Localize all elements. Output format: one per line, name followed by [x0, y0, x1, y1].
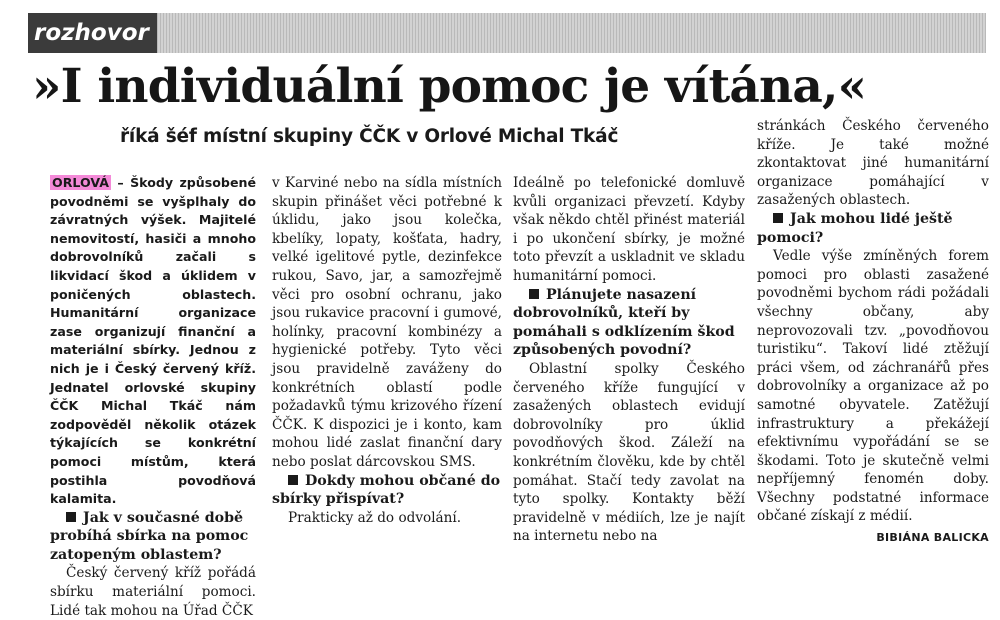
answer-2-part-2: Ideálně po telefonické domluvě kvůli organizaci převzetí. Kdyby však někdo chtěl přinést materiál i po ukončení sbírky, je možné toto převzít a uskladnit ve skladu humanitární pomoci. [513, 175, 745, 284]
question-3: Plánujete nasazení dobrovolníků, kteří by pomáhali s odklízením škod způsobených povodní? [513, 286, 735, 359]
square-bullet-icon [66, 512, 76, 522]
answer-3-part-1: Oblastní spolky Českého červeného kříže fungující v zasažených oblastech evidují dobrovolníky pro úklid povodňových škod. Záleží na konkrétním člověku, kde by chtěl pomáhat. Stačí tedy zavolat na tyto spolky. Kontakty běží pravidelně v médiích, lze je najít na internetu nebo na [513, 360, 745, 545]
question-2: Dokdy mohou občané do sbírky přispívat? [272, 472, 501, 508]
lead-text: – Škody způsobené povodněmi se vyšplhaly do závratných výšek. Majitelé nemovitostí, hasiči a mnoho dobrovolníků začali s likvidací škod a úklidem v poničených oblastech. Humanitární organizace zase organizují finanční a materiální sbírky. Jednou z nich je i Český červený kříž. Jednatel orlovské skupiny ČČK Michal Tkáč nám zodpověděl několik otázek týkajících se konkrétní pomoci místům, která postihla povodňová kalamita. [50, 175, 256, 507]
headline: »I individuální pomoc je vítána,« [32, 59, 867, 114]
subheadline: říká šéf místní skupiny ČČK v Orlové Michal Tkáč [120, 126, 619, 147]
article-column-1 [50, 174, 256, 620]
answer-1-part-1: Český červený kříž pořádá sbírku materiální pomoci. Lidé tak mohou na Úřad ČČK [50, 565, 256, 619]
section-kicker: rozhovor [28, 13, 157, 53]
article-column-2 [272, 174, 502, 527]
answer-4: Vedle výše zmíněných forem pomoci pro oblasti zasažené povodněmi bychom rádi požádali všechny občany, aby neprovozovali tzv. „povodňovou turistiku“. Takoví lidé ztěžují práci všem, od záchranářů přes dobrovolníky a organizace až po samotné obyvatele. Zatěžují infrastruktury a překážejí efektivnímu vypořádání se se škodami. Toto je skutečně velmi nepříjemný fenomén doby. Všechny podstatné informace občané získají z médií. BIBIÁNA BALICKA [757, 247, 989, 526]
square-bullet-icon [288, 475, 298, 485]
answer-1-part-2: v Karviné nebo na sídla místních skupin přinášet věci potřebné k úklidu, jako jsou kolečka, kbelíky, lopaty, košťata, hadry, velké igelitové pytle, dezinfekce rukou, Savo, jar, a samozřejmě věci pro osobní ochranu, jako jsou rukavice pracovní i gumové, holínky, pracovní kombinézy a hygienické potřeby. Tyto věci jsou pravidelně zaváženy do konkrétních oblastí podle požadavků týmu krizového řízení ČČK. K dispozici je i konto, kam mohou lidé zaslat finanční dary nebo poslat dárcovskou SMS. [272, 175, 502, 470]
section-kicker-bar [28, 13, 986, 53]
answer-2-part-1: Prakticky až do odvolání. [288, 509, 462, 526]
article-column-4 [757, 117, 989, 548]
question-4: Jak mohou lidé ještě pomoci? [757, 210, 953, 246]
lead-paragraph [50, 174, 256, 509]
dateline: ORLOVÁ [52, 175, 109, 190]
square-bullet-icon [773, 213, 783, 223]
square-bullet-icon [529, 289, 539, 299]
article-column-3 [513, 174, 745, 546]
answer-3-part-2: stránkách Českého červeného kříže. Je také možné zkontaktovat jiné humanitární organizace pomáhající v zasažených oblastech. [757, 118, 989, 209]
question-1: Jak v současné době probíhá sbírka na pomoc zatopeným oblastem? [50, 509, 249, 563]
byline: BIBIÁNA BALICKA [876, 531, 989, 545]
